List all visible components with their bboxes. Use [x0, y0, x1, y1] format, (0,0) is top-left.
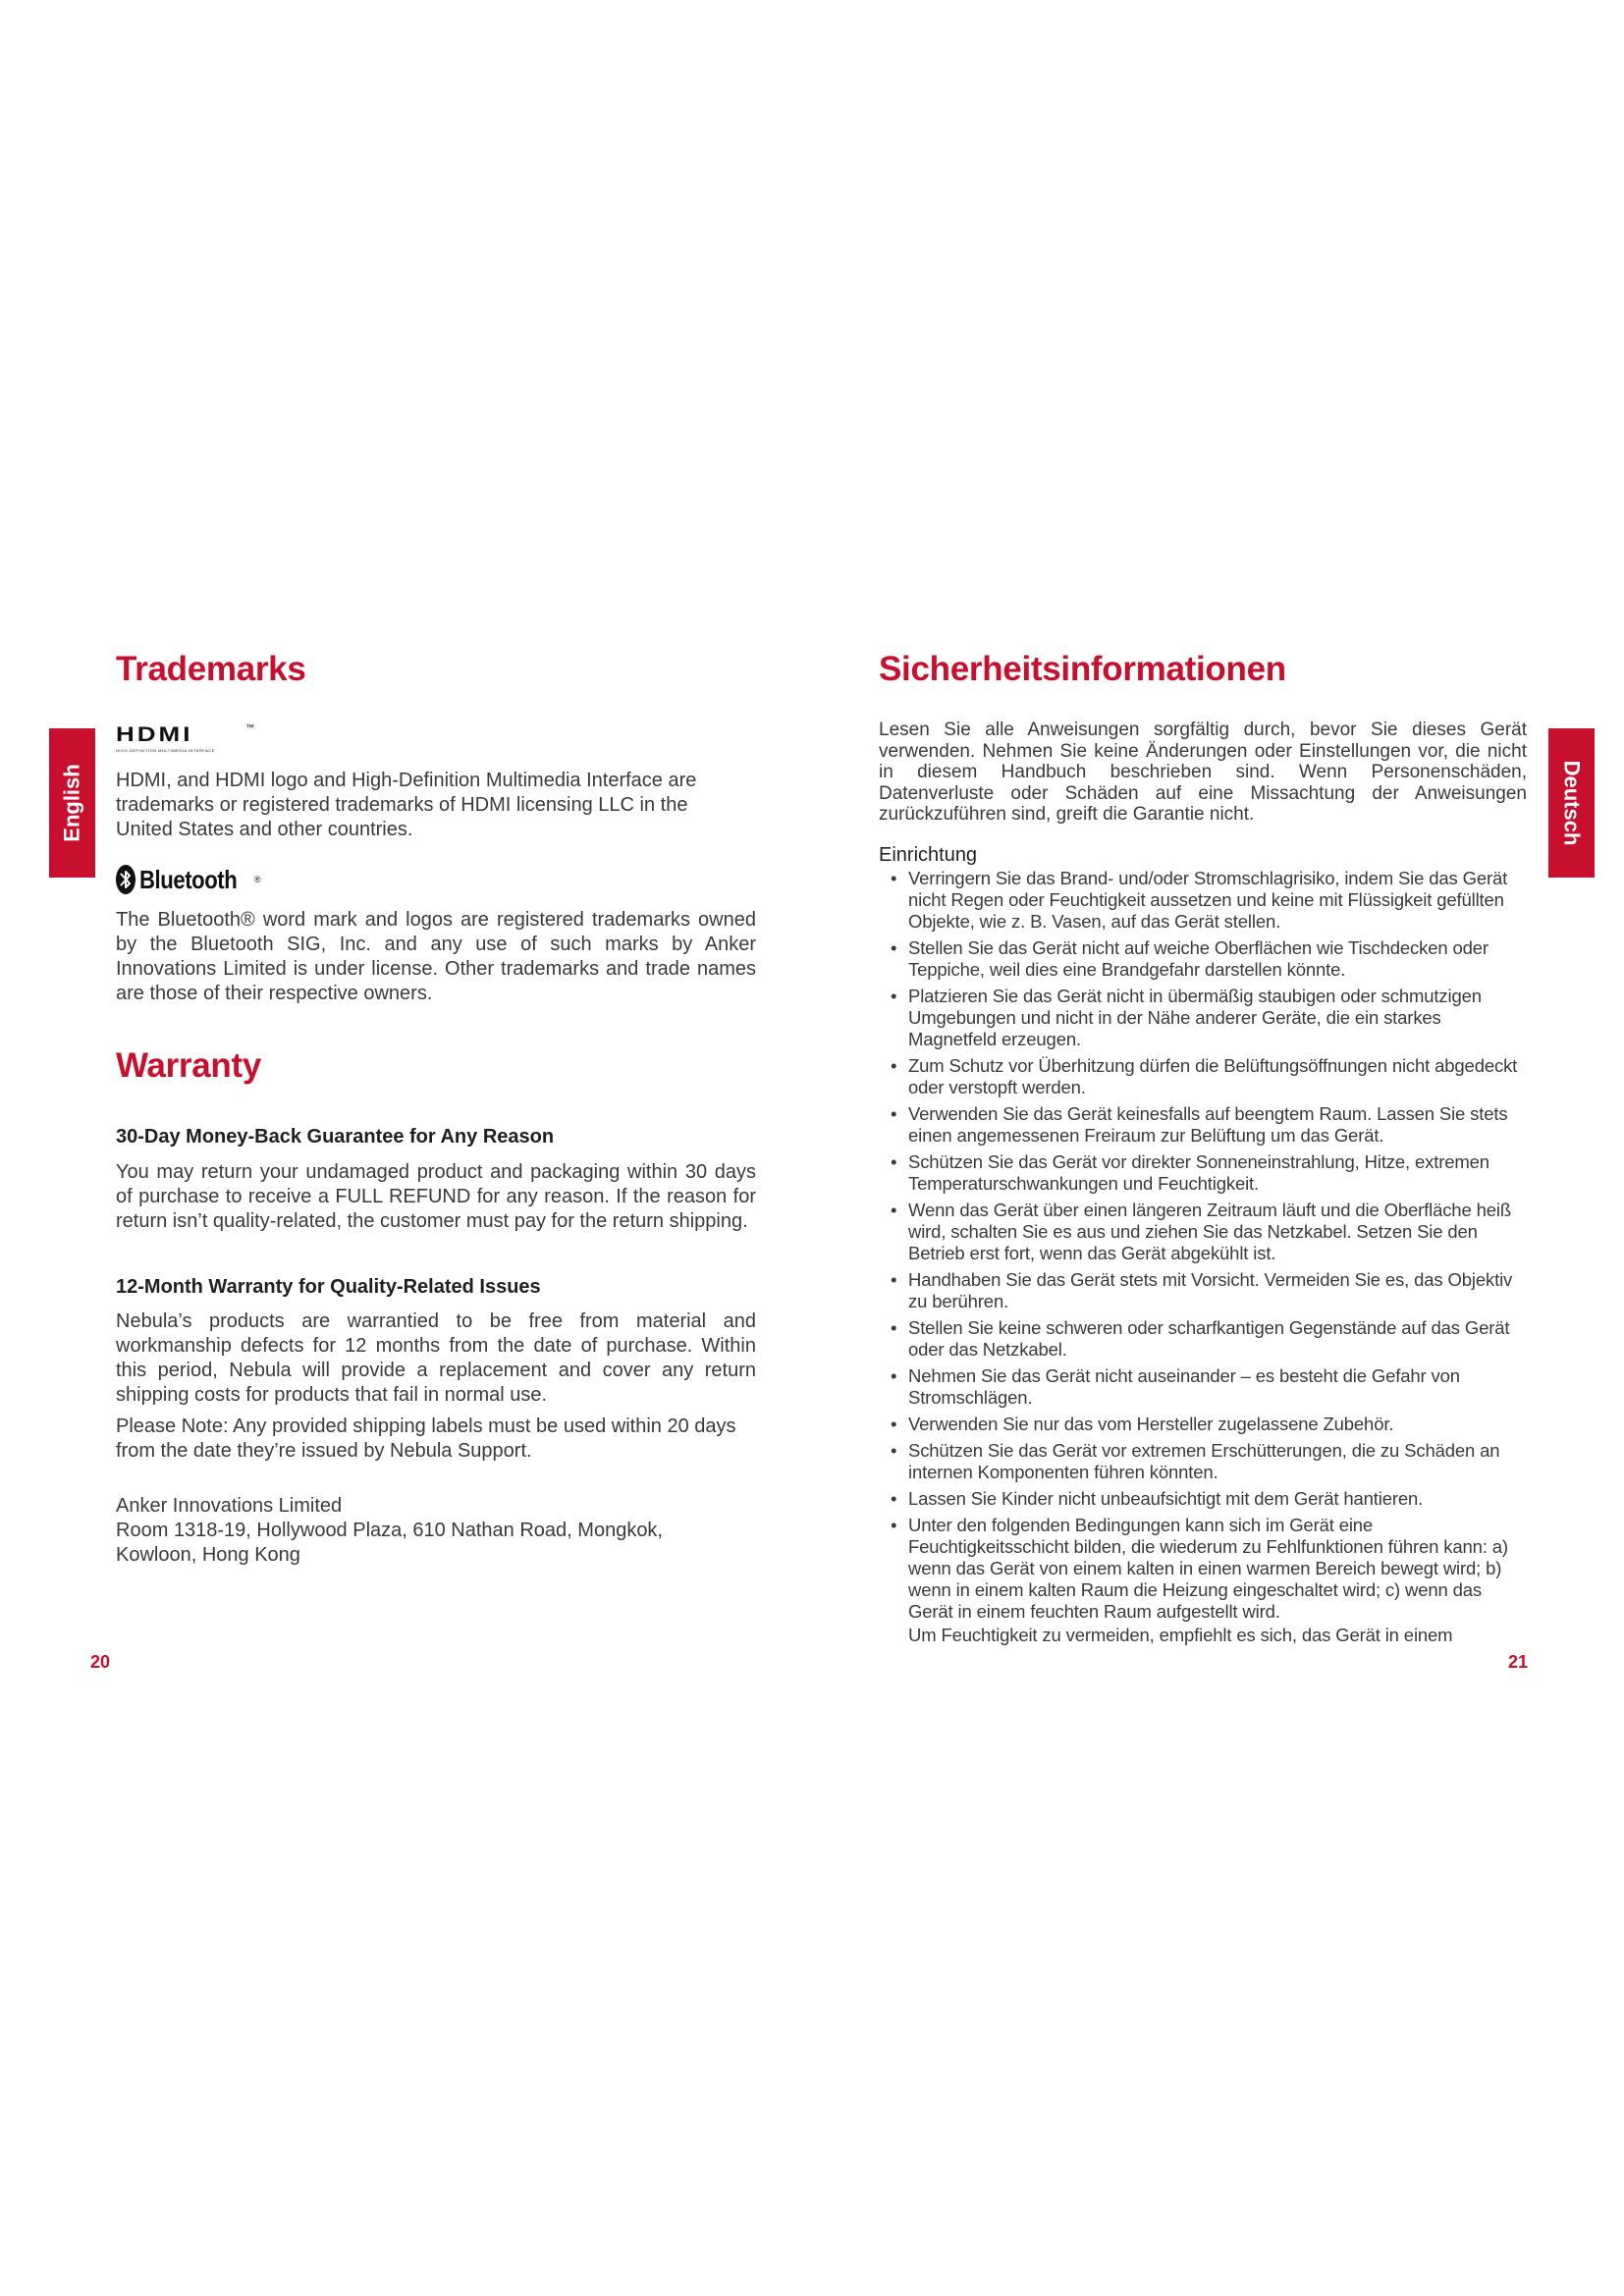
list-item: • Stellen Sie keine schweren oder scharfkantigen Gegenstände auf das Gerät oder das Netzkabel.	[879, 1317, 1527, 1361]
list-item: • Schützen Sie das Gerät vor direkter Sonneneinstrahlung, Hitze, extremen Temperaturschwankungen und Feuchtigkeit.	[879, 1151, 1527, 1195]
language-tab-english[interactable]	[49, 728, 95, 878]
company-name: Anker Innovations Limited	[116, 1495, 343, 1517]
money-back-heading: 30-Day Money-Back Guarantee for Any Reason	[116, 1126, 555, 1148]
list-item: • Verwenden Sie nur das vom Hersteller zugelassene Zubehör.	[879, 1414, 1527, 1435]
money-back-text: You may return your undamaged product and packaging within 30 days of purchase to receive a FULL REFUND for any reason. If the reason for return isn’t quality-related, the customer must pay for the return shipping.	[116, 1161, 756, 1232]
list-item: • Verwenden Sie das Gerät keinesfalls auf beengtem Raum. Lassen Sie stets einen angemessenen Freiraum zur Belüftung um das Gerät.	[879, 1103, 1527, 1147]
bluetooth-logo-word: Bluetooth	[139, 864, 238, 894]
bluetooth-logo-reg: ®	[253, 875, 261, 884]
language-tab-deutsch[interactable]	[1548, 728, 1595, 878]
page-number-left: 20	[90, 1652, 111, 1672]
language-tab-label: English	[59, 764, 84, 842]
list-item: • Stellen Sie das Gerät nicht auf weiche Oberflächen wie Tischdecken oder Teppiche, weil dies eine Brandgefahr darstellen könnte.	[879, 937, 1527, 981]
shipping-note: Please Note: Any provided shipping labels must be used within 20 days from the date they’re issued by Nebula Support.	[116, 1415, 736, 1462]
list-item: • Unter den folgenden Bedingungen kann sich im Gerät eine Feuchtigkeitsschicht bilden, die wiederum zu Fehlfunktionen führen kann: a) wenn das Gerät von einem kalten in einen warmen Bereich bewegt wird; b) wenn in einem kalten Raum die Heizung eingeschaltet wird; c) wenn das Gerät in einem feuchten Raum aufgestellt wird.	[879, 1515, 1527, 1623]
list-item: • Platzieren Sie das Gerät nicht in übermäßig staubigen oder schmutzigen Umgebungen und nicht in der Nähe anderer Geräte, die ein starkes Magnetfeld erzeugen.	[879, 986, 1527, 1050]
list-item: • Zum Schutz vor Überhitzung dürfen die Belüftungsöffnungen nicht abgedeckt oder verstopft werden.	[879, 1055, 1527, 1098]
list-item: • Nehmen Sie das Gerät nicht auseinander – es besteht die Gefahr von Stromschlägen.	[879, 1365, 1527, 1409]
safety-title: Sicherheitsinformationen	[879, 650, 1286, 688]
language-tab-label: Deutsch	[1559, 760, 1585, 846]
setup-heading: Einrichtung	[879, 844, 978, 866]
list-item: • Wenn das Gerät über einen längeren Zeitraum läuft und die Oberfläche heiß wird, schalten Sie es aus und ziehen Sie das Netzkabel. Setzen Sie den Betrieb erst fort, wenn das Gerät abgekühlt ist.	[879, 1200, 1527, 1264]
address-line-1: Room 1318-19, Hollywood Plaza, 610 Nathan Road, Mongkok,	[116, 1520, 663, 1541]
warranty-heading: 12-Month Warranty for Quality-Related Issues	[116, 1276, 541, 1298]
safety-bullet-list	[879, 868, 1527, 1628]
safety-intro: Lesen Sie alle Anweisungen sorgfältig durch, bevor Sie dieses Gerät verwenden. Nehmen Sie keine Änderungen oder Einstellungen vor, die nicht in diesem Handbuch beschrieben sind. Wenn Personenschäden, Datenverluste oder Schäden auf eine Missachtung der Anweisungen zurückzuführen sind, greift die Garantie nicht.	[879, 720, 1527, 825]
hdmi-trademark-text: HDMI, and HDMI logo and High-Definition Multimedia Interface are trademarks or registered trademarks of HDMI licensing LLC in the United States and other countries.	[116, 770, 697, 840]
company-address	[116, 1494, 764, 1568]
address-line-2: Kowloon, Hong Kong	[116, 1544, 300, 1566]
hdmi-logo-subtitle: HIGH-DEFINITION MULTIMEDIA INTERFACE	[116, 748, 215, 753]
hdmi-logo-word: HDMI	[116, 721, 193, 747]
list-item: • Lassen Sie Kinder nicht unbeaufsichtigt mit dem Gerät hantieren.	[879, 1488, 1527, 1510]
bluetooth-trademark-text: The Bluetooth® word mark and logos are registered trademarks owned by the Bluetooth SIG, Inc. and any use of such marks by Anker Innovations Limited is under license. Other trademarks and trade names are those of their respective owners.	[116, 909, 756, 1004]
page-number-right: 21	[1508, 1652, 1529, 1672]
list-item: • Handhaben Sie das Gerät stets mit Vorsicht. Vermeiden Sie es, das Objektiv zu berühren.	[879, 1269, 1527, 1312]
bluetooth-logo	[116, 864, 260, 895]
warranty-text: Nebula’s products are warrantied to be free from material and workmanship defects for 12 months from the date of purchase. Within this period, Nebula will provide a replacement and cover any return shipping costs for products that fail in normal use.	[116, 1310, 756, 1406]
hdmi-logo-tm: ™	[245, 722, 254, 732]
warranty-title: Warranty	[116, 1046, 262, 1085]
hdmi-logo	[116, 721, 254, 753]
list-item: • Schützen Sie das Gerät vor extremen Erschütterungen, die zu Schäden an internen Komponenten führen könnten.	[879, 1440, 1527, 1483]
continuation-text: Um Feuchtigkeit zu vermeiden, empfiehlt es sich, das Gerät in einem	[908, 1625, 1453, 1645]
bluetooth-icon	[116, 865, 135, 894]
trademarks-title: Trademarks	[116, 650, 306, 688]
list-item: • Verringern Sie das Brand- und/oder Stromschlagrisiko, indem Sie das Gerät nicht Regen oder Feuchtigkeit aussetzen und keine mit Flüssigkeit gefüllten Objekte, wie z. B. Vasen, auf das Gerät stellen.	[879, 868, 1527, 933]
